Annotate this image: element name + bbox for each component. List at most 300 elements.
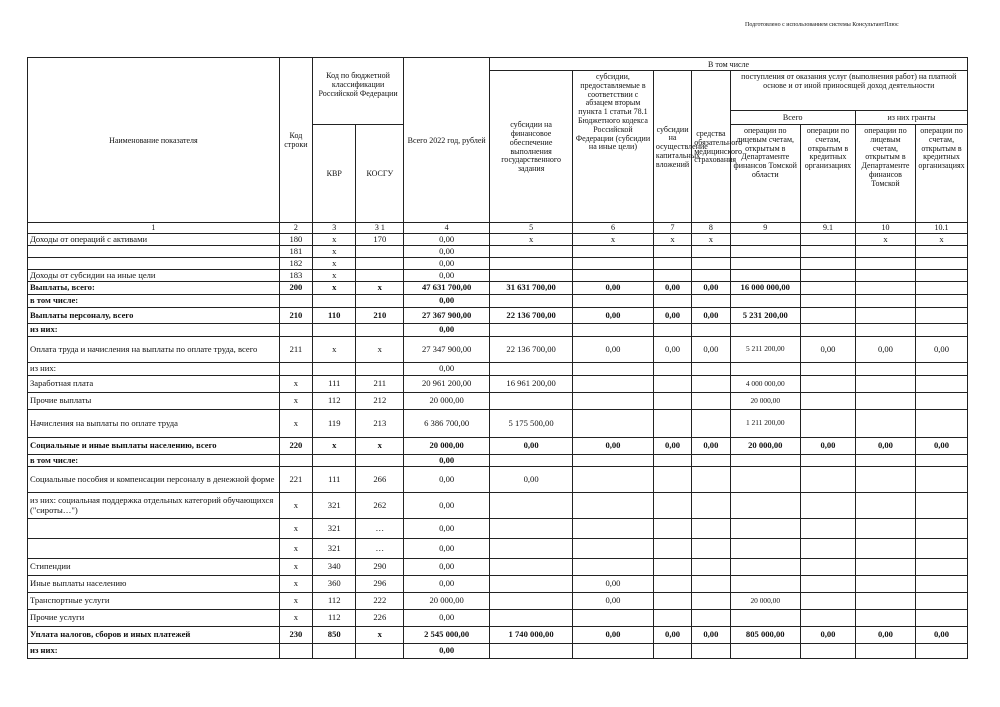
table-cell: х xyxy=(312,246,356,258)
table-cell xyxy=(916,258,968,270)
table-cell: 0,00 xyxy=(653,308,691,324)
table-row xyxy=(28,337,968,363)
table-cell: … xyxy=(356,539,404,559)
table-cell: х xyxy=(279,376,312,393)
table-cell: 321 xyxy=(312,519,356,539)
column-number: 10.1 xyxy=(916,223,968,234)
table-cell xyxy=(653,539,691,559)
table-cell: 0,00 xyxy=(653,282,691,295)
table-cell: 226 xyxy=(356,610,404,627)
table-cell xyxy=(356,644,404,659)
table-cell: 212 xyxy=(356,393,404,410)
row-label xyxy=(28,539,280,559)
table-row xyxy=(28,410,968,438)
header-code: Код строки xyxy=(279,58,312,223)
table-cell: 0,00 xyxy=(404,455,490,467)
header-including: В том числе xyxy=(490,58,968,71)
table-cell xyxy=(573,376,654,393)
table-cell xyxy=(730,295,800,308)
table-cell: 0,00 xyxy=(855,337,915,363)
header-budget-code: Код по бюджетной классификации Российской Федерации xyxy=(312,58,403,125)
table-cell: 5 211 200,00 xyxy=(730,337,800,363)
table-cell xyxy=(653,295,691,308)
table-cell xyxy=(801,519,856,539)
column-number: 2 xyxy=(279,223,312,234)
table-cell: 0,00 xyxy=(573,593,654,610)
table-cell: х xyxy=(916,234,968,246)
table-row xyxy=(28,644,968,659)
table-cell xyxy=(653,393,691,410)
table-cell xyxy=(801,539,856,559)
table-cell xyxy=(855,246,915,258)
table-cell: 20 000,00 xyxy=(404,593,490,610)
table-cell xyxy=(573,393,654,410)
table-cell xyxy=(730,324,800,337)
table-cell: 0,00 xyxy=(916,438,968,455)
table-cell: 0,00 xyxy=(404,295,490,308)
table-cell xyxy=(916,493,968,519)
table-cell: 0,00 xyxy=(404,559,490,576)
table-cell: 211 xyxy=(279,337,312,363)
table-cell xyxy=(356,455,404,467)
header-kvr: КВР xyxy=(312,125,356,223)
table-cell: 0,00 xyxy=(692,337,730,363)
table-cell xyxy=(312,363,356,376)
header-col10: операции по лицевым счетам, открытым в Департаменте финансов Томской xyxy=(855,125,915,223)
table-cell xyxy=(692,295,730,308)
table-cell xyxy=(490,270,573,282)
table-cell xyxy=(573,519,654,539)
table-cell xyxy=(490,393,573,410)
row-label: из них: xyxy=(28,324,280,337)
table-cell xyxy=(916,539,968,559)
table-row xyxy=(28,467,968,493)
table-cell: х xyxy=(356,282,404,295)
table-cell xyxy=(801,593,856,610)
header-grants: из них гранты xyxy=(855,111,967,125)
row-label: в том числе: xyxy=(28,295,280,308)
table-cell xyxy=(692,467,730,493)
table-cell xyxy=(855,258,915,270)
table-cell xyxy=(279,324,312,337)
table-row xyxy=(28,576,968,593)
table-cell: 182 xyxy=(279,258,312,270)
header-total: Всего 2022 год, рублей xyxy=(404,58,490,223)
table-row xyxy=(28,308,968,324)
row-label: Начисления на выплаты по оплате труда xyxy=(28,410,280,438)
table-cell: 221 xyxy=(279,467,312,493)
table-row xyxy=(28,627,968,644)
column-number: 1 xyxy=(28,223,280,234)
table-row xyxy=(28,376,968,393)
table-row xyxy=(28,539,968,559)
table-cell: х xyxy=(279,593,312,610)
table-cell: 0,00 xyxy=(404,576,490,593)
table-header xyxy=(28,58,968,234)
table-cell xyxy=(653,258,691,270)
table-cell: 1 211 200,00 xyxy=(730,410,800,438)
table-cell xyxy=(730,258,800,270)
row-label: Уплата налогов, сборов и иных платежей xyxy=(28,627,280,644)
table-cell xyxy=(855,519,915,539)
table-cell xyxy=(855,393,915,410)
table-cell xyxy=(573,493,654,519)
row-label: Социальные и иные выплаты населению, всего xyxy=(28,438,280,455)
table-cell xyxy=(855,295,915,308)
table-row xyxy=(28,295,968,308)
row-label: Стипендии xyxy=(28,559,280,576)
table-cell: 0,00 xyxy=(855,627,915,644)
table-cell xyxy=(855,467,915,493)
table-cell xyxy=(855,270,915,282)
table-cell: х xyxy=(312,282,356,295)
table-cell xyxy=(653,559,691,576)
column-number: 3 xyxy=(312,223,356,234)
table-cell xyxy=(653,610,691,627)
table-cell: х xyxy=(279,493,312,519)
table-cell: 0,00 xyxy=(404,610,490,627)
table-cell: х xyxy=(279,576,312,593)
table-cell: 0,00 xyxy=(404,467,490,493)
table-cell: 0,00 xyxy=(404,519,490,539)
table-cell: 0,00 xyxy=(916,337,968,363)
table-cell: 170 xyxy=(356,234,404,246)
table-cell xyxy=(801,455,856,467)
header-col8: средства обязательного медицинского страхования xyxy=(692,71,730,223)
table-cell: … xyxy=(356,519,404,539)
table-cell: х xyxy=(692,234,730,246)
table-row xyxy=(28,234,968,246)
table-cell xyxy=(916,295,968,308)
table-row xyxy=(28,438,968,455)
table-cell: х xyxy=(279,393,312,410)
row-label: Иные выплаты населению xyxy=(28,576,280,593)
table-cell xyxy=(573,539,654,559)
table-cell xyxy=(855,282,915,295)
table-cell: 111 xyxy=(312,376,356,393)
table-cell: 20 000,00 xyxy=(730,438,800,455)
row-label: Транспортные услуги xyxy=(28,593,280,610)
column-number: 8 xyxy=(692,223,730,234)
table-cell xyxy=(855,376,915,393)
row-label: Заработная плата xyxy=(28,376,280,393)
table-cell: 4 000 000,00 xyxy=(730,376,800,393)
table-cell: 0,00 xyxy=(404,270,490,282)
table-cell xyxy=(801,282,856,295)
table-row xyxy=(28,559,968,576)
table-cell: 0,00 xyxy=(855,438,915,455)
table-cell: х xyxy=(356,627,404,644)
table-cell xyxy=(916,467,968,493)
table-cell xyxy=(653,363,691,376)
table-cell xyxy=(490,258,573,270)
table-cell: 0,00 xyxy=(653,337,691,363)
table-cell: 0,00 xyxy=(801,627,856,644)
column-number: 3 1 xyxy=(356,223,404,234)
table-cell: 181 xyxy=(279,246,312,258)
row-label: в том числе: xyxy=(28,455,280,467)
row-label: из них: xyxy=(28,363,280,376)
table-cell xyxy=(916,270,968,282)
row-label: Доходы от субсидии на иные цели xyxy=(28,270,280,282)
table-cell xyxy=(916,455,968,467)
table-cell xyxy=(801,393,856,410)
header-income: поступления от оказания услуг (выполнения работ) на платной основе и от иной приносящей доход деятельности xyxy=(730,71,967,111)
table-cell xyxy=(801,493,856,519)
table-cell xyxy=(730,467,800,493)
table-row xyxy=(28,258,968,270)
table-cell xyxy=(653,644,691,659)
table-cell: 0,00 xyxy=(404,324,490,337)
table-cell xyxy=(692,376,730,393)
table-cell xyxy=(801,308,856,324)
table-cell: 321 xyxy=(312,493,356,519)
table-cell xyxy=(653,593,691,610)
table-cell: 0,00 xyxy=(490,438,573,455)
table-cell: 112 xyxy=(312,593,356,610)
table-cell xyxy=(490,593,573,610)
table-cell xyxy=(653,246,691,258)
header-all: Всего xyxy=(730,111,855,125)
column-number: 6 xyxy=(573,223,654,234)
table-cell xyxy=(855,324,915,337)
table-cell xyxy=(279,644,312,659)
table-cell xyxy=(490,519,573,539)
table-cell: 111 xyxy=(312,467,356,493)
table-cell: 296 xyxy=(356,576,404,593)
table-cell xyxy=(692,246,730,258)
table-cell xyxy=(855,455,915,467)
table-row xyxy=(28,393,968,410)
table-cell: 0,00 xyxy=(801,438,856,455)
financial-plan-table xyxy=(27,57,968,659)
table-cell xyxy=(573,258,654,270)
header-col6: субсидии, предоставляемые в соответствии с абзацем вторым пункта 1 статьи 78.1 Бюджетного кодекса Российской Федерации (субсидии на иные цели) xyxy=(573,71,654,223)
table-cell: 110 xyxy=(312,308,356,324)
table-cell xyxy=(490,493,573,519)
table-cell xyxy=(312,295,356,308)
table-cell xyxy=(916,376,968,393)
table-cell xyxy=(916,324,968,337)
table-cell xyxy=(855,363,915,376)
table-cell: х xyxy=(279,519,312,539)
table-cell xyxy=(855,593,915,610)
column-number: 9.1 xyxy=(801,223,856,234)
table-cell: 0,00 xyxy=(573,308,654,324)
table-cell xyxy=(730,493,800,519)
table-cell xyxy=(801,246,856,258)
table-cell xyxy=(855,539,915,559)
table-cell xyxy=(801,295,856,308)
table-cell xyxy=(356,246,404,258)
table-row xyxy=(28,610,968,627)
table-cell xyxy=(801,363,856,376)
table-cell xyxy=(573,363,654,376)
table-cell xyxy=(692,539,730,559)
source-note: Подготовлено с использованием системы КонсультантПлюс xyxy=(745,22,899,28)
header-kosgu: КОСГУ xyxy=(356,125,404,223)
table-cell xyxy=(801,324,856,337)
table-cell xyxy=(573,559,654,576)
table-cell: 0,00 xyxy=(692,308,730,324)
table-row xyxy=(28,246,968,258)
row-label xyxy=(28,258,280,270)
table-cell xyxy=(356,363,404,376)
row-label: Выплаты, всего: xyxy=(28,282,280,295)
table-cell xyxy=(692,324,730,337)
table-cell xyxy=(692,363,730,376)
table-cell xyxy=(573,455,654,467)
column-numbers-row xyxy=(28,223,968,234)
table-cell: 230 xyxy=(279,627,312,644)
table-cell xyxy=(692,393,730,410)
table-cell: х xyxy=(312,438,356,455)
table-cell: х xyxy=(490,234,573,246)
table-cell: х xyxy=(356,337,404,363)
table-cell: х xyxy=(855,234,915,246)
table-cell: 0,00 xyxy=(801,337,856,363)
table-cell xyxy=(490,363,573,376)
table-cell xyxy=(916,610,968,627)
row-label: Прочие услуги xyxy=(28,610,280,627)
table-cell: 850 xyxy=(312,627,356,644)
table-cell: 0,00 xyxy=(404,644,490,659)
table-cell: 290 xyxy=(356,559,404,576)
table-cell: 0,00 xyxy=(490,467,573,493)
table-cell xyxy=(916,576,968,593)
table-cell xyxy=(573,610,654,627)
table-cell xyxy=(855,576,915,593)
table-cell: х xyxy=(279,559,312,576)
table-cell xyxy=(916,282,968,295)
table-cell xyxy=(356,258,404,270)
table-cell: 360 xyxy=(312,576,356,593)
table-cell: 211 xyxy=(356,376,404,393)
table-cell: 0,00 xyxy=(404,363,490,376)
column-number: 5 xyxy=(490,223,573,234)
table-cell: 222 xyxy=(356,593,404,610)
table-cell: 20 000,00 xyxy=(730,593,800,610)
table-cell: 210 xyxy=(356,308,404,324)
table-cell xyxy=(692,270,730,282)
table-cell: 22 136 700,00 xyxy=(490,308,573,324)
table-cell: 262 xyxy=(356,493,404,519)
table-cell: 200 xyxy=(279,282,312,295)
table-cell xyxy=(730,363,800,376)
table-cell xyxy=(490,455,573,467)
table-cell: 47 631 700,00 xyxy=(404,282,490,295)
table-cell xyxy=(692,644,730,659)
table-cell xyxy=(356,270,404,282)
table-cell: 210 xyxy=(279,308,312,324)
table-cell xyxy=(490,610,573,627)
row-label: Доходы от операций с активами xyxy=(28,234,280,246)
table-cell: х xyxy=(653,234,691,246)
table-cell xyxy=(801,376,856,393)
table-cell xyxy=(692,519,730,539)
table-cell: 0,00 xyxy=(692,627,730,644)
table-cell xyxy=(573,270,654,282)
table-cell: х xyxy=(356,438,404,455)
table-cell: 5 231 200,00 xyxy=(730,308,800,324)
column-number: 10 xyxy=(855,223,915,234)
table-cell xyxy=(312,644,356,659)
row-label xyxy=(28,519,280,539)
column-number: 4 xyxy=(404,223,490,234)
table-row xyxy=(28,363,968,376)
table-row xyxy=(28,455,968,467)
table-cell: х xyxy=(279,539,312,559)
table-cell xyxy=(855,559,915,576)
row-label: из них: социальная поддержка отдельных категорий обучающихся ("сироты…") xyxy=(28,493,280,519)
row-label: Оплата труда и начисления на выплаты по оплате труда, всего xyxy=(28,337,280,363)
table-cell xyxy=(801,576,856,593)
table-cell: 20 000,00 xyxy=(404,438,490,455)
table-cell xyxy=(653,493,691,519)
table-cell: 1 740 000,00 xyxy=(490,627,573,644)
table-cell: х xyxy=(312,270,356,282)
table-cell: 0,00 xyxy=(653,627,691,644)
table-cell xyxy=(730,559,800,576)
table-row xyxy=(28,493,968,519)
table-cell xyxy=(730,576,800,593)
table-cell xyxy=(801,410,856,438)
table-cell xyxy=(730,610,800,627)
table-cell xyxy=(653,467,691,493)
table-row xyxy=(28,519,968,539)
table-cell xyxy=(916,246,968,258)
table-cell: 2 545 000,00 xyxy=(404,627,490,644)
table-cell: х xyxy=(312,234,356,246)
table-cell: х xyxy=(573,234,654,246)
table-cell: х xyxy=(312,258,356,270)
table-cell: 0,00 xyxy=(573,576,654,593)
table-cell: х xyxy=(312,337,356,363)
table-cell xyxy=(916,644,968,659)
table-cell: 27 347 900,00 xyxy=(404,337,490,363)
table-cell xyxy=(855,644,915,659)
table-row xyxy=(28,270,968,282)
table-cell: 6 386 700,00 xyxy=(404,410,490,438)
table-cell xyxy=(653,519,691,539)
table-cell: 0,00 xyxy=(692,282,730,295)
table-cell: 0,00 xyxy=(653,438,691,455)
table-cell: 0,00 xyxy=(404,539,490,559)
table-cell: 112 xyxy=(312,610,356,627)
table-cell: 0,00 xyxy=(404,234,490,246)
table-cell xyxy=(490,539,573,559)
table-cell xyxy=(730,539,800,559)
table-cell: 805 000,00 xyxy=(730,627,800,644)
table-cell: 183 xyxy=(279,270,312,282)
table-cell xyxy=(916,393,968,410)
table-cell xyxy=(801,234,856,246)
table-cell xyxy=(653,576,691,593)
table-cell xyxy=(490,295,573,308)
table-cell: 31 631 700,00 xyxy=(490,282,573,295)
table-cell xyxy=(855,410,915,438)
table-cell xyxy=(916,593,968,610)
table-cell xyxy=(801,610,856,627)
table-cell xyxy=(730,519,800,539)
table-cell xyxy=(279,455,312,467)
table-cell xyxy=(653,376,691,393)
table-cell: 20 961 200,00 xyxy=(404,376,490,393)
row-label: Выплаты персоналу, всего xyxy=(28,308,280,324)
table-cell xyxy=(730,644,800,659)
header-name: Наименование показателя xyxy=(28,58,280,223)
header-col5: субсидии на финансовое обеспечение выполнения государственного задания xyxy=(490,71,573,223)
